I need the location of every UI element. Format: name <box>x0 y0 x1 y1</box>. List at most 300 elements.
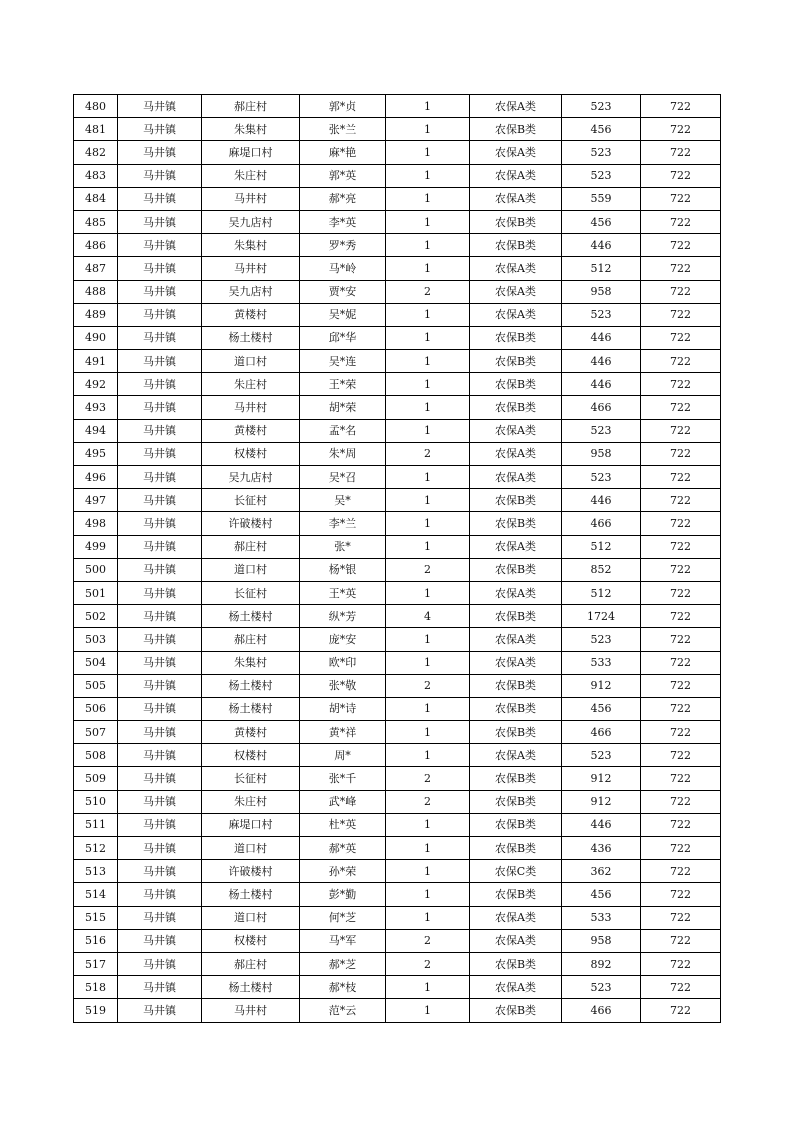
name-cell: 邱*华 <box>300 326 386 349</box>
table-row <box>74 744 721 767</box>
name-cell: 李*兰 <box>300 512 386 535</box>
standard-cell: 722 <box>641 929 721 952</box>
standard-cell: 722 <box>641 164 721 187</box>
category-cell: 农保B类 <box>470 234 562 257</box>
township-cell: 马井镇 <box>118 118 202 141</box>
amount-cell: 523 <box>562 466 641 489</box>
amount-cell: 892 <box>562 952 641 975</box>
standard-cell: 722 <box>641 466 721 489</box>
township-cell: 马井镇 <box>118 141 202 164</box>
row-number-cell: 517 <box>74 952 118 975</box>
village-cell: 杨土楼村 <box>202 674 300 697</box>
township-cell: 马井镇 <box>118 164 202 187</box>
category-cell: 农保A类 <box>470 303 562 326</box>
standard-cell: 722 <box>641 628 721 651</box>
village-cell: 长征村 <box>202 489 300 512</box>
township-cell: 马井镇 <box>118 952 202 975</box>
name-cell: 罗*秀 <box>300 234 386 257</box>
township-cell: 马井镇 <box>118 280 202 303</box>
amount-cell: 912 <box>562 767 641 790</box>
household-size-cell: 1 <box>386 303 470 326</box>
name-cell: 范*云 <box>300 999 386 1022</box>
village-cell: 杨土楼村 <box>202 976 300 999</box>
village-cell: 黄楼村 <box>202 419 300 442</box>
row-number-cell: 515 <box>74 906 118 929</box>
standard-cell: 722 <box>641 257 721 280</box>
amount-cell: 523 <box>562 95 641 118</box>
amount-cell: 512 <box>562 257 641 280</box>
name-cell: 吴*连 <box>300 350 386 373</box>
row-number-cell: 505 <box>74 674 118 697</box>
row-number-cell: 504 <box>74 651 118 674</box>
village-cell: 道口村 <box>202 558 300 581</box>
name-cell: 王*荣 <box>300 373 386 396</box>
township-cell: 马井镇 <box>118 187 202 210</box>
amount-cell: 523 <box>562 976 641 999</box>
category-cell: 农保A类 <box>470 976 562 999</box>
name-cell: 孙*荣 <box>300 860 386 883</box>
amount-cell: 466 <box>562 999 641 1022</box>
table-row <box>74 396 721 419</box>
standard-cell: 722 <box>641 976 721 999</box>
village-cell: 道口村 <box>202 906 300 929</box>
row-number-cell: 507 <box>74 721 118 744</box>
table-row <box>74 210 721 233</box>
row-number-cell: 509 <box>74 767 118 790</box>
table-row <box>74 581 721 604</box>
amount-cell: 512 <box>562 535 641 558</box>
table-row <box>74 280 721 303</box>
household-size-cell: 2 <box>386 442 470 465</box>
category-cell: 农保B类 <box>470 813 562 836</box>
amount-cell: 466 <box>562 396 641 419</box>
standard-cell: 722 <box>641 280 721 303</box>
row-number-cell: 488 <box>74 280 118 303</box>
amount-cell: 912 <box>562 674 641 697</box>
township-cell: 马井镇 <box>118 489 202 512</box>
household-size-cell: 2 <box>386 674 470 697</box>
standard-cell: 722 <box>641 234 721 257</box>
table-row <box>74 442 721 465</box>
row-number-cell: 519 <box>74 999 118 1022</box>
household-size-cell: 2 <box>386 790 470 813</box>
township-cell: 马井镇 <box>118 535 202 558</box>
name-cell: 张*敬 <box>300 674 386 697</box>
township-cell: 马井镇 <box>118 442 202 465</box>
row-number-cell: 498 <box>74 512 118 535</box>
name-cell: 马*岭 <box>300 257 386 280</box>
table-row <box>74 605 721 628</box>
village-cell: 朱集村 <box>202 651 300 674</box>
name-cell: 胡*诗 <box>300 697 386 720</box>
household-size-cell: 1 <box>386 350 470 373</box>
row-number-cell: 510 <box>74 790 118 813</box>
table-row <box>74 906 721 929</box>
row-number-cell: 514 <box>74 883 118 906</box>
category-cell: 农保B类 <box>470 674 562 697</box>
category-cell: 农保B类 <box>470 489 562 512</box>
amount-cell: 456 <box>562 210 641 233</box>
category-cell: 农保A类 <box>470 744 562 767</box>
category-cell: 农保A类 <box>470 164 562 187</box>
household-size-cell: 1 <box>386 210 470 233</box>
row-number-cell: 493 <box>74 396 118 419</box>
village-cell: 黄楼村 <box>202 721 300 744</box>
table-row <box>74 489 721 512</box>
amount-cell: 512 <box>562 581 641 604</box>
name-cell: 胡*荣 <box>300 396 386 419</box>
township-cell: 马井镇 <box>118 581 202 604</box>
township-cell: 马井镇 <box>118 651 202 674</box>
row-number-cell: 500 <box>74 558 118 581</box>
village-cell: 杨土楼村 <box>202 605 300 628</box>
name-cell: 李*英 <box>300 210 386 233</box>
name-cell: 郭*贞 <box>300 95 386 118</box>
table-row <box>74 929 721 952</box>
household-size-cell: 1 <box>386 326 470 349</box>
standard-cell: 722 <box>641 535 721 558</box>
township-cell: 马井镇 <box>118 883 202 906</box>
township-cell: 马井镇 <box>118 697 202 720</box>
village-cell: 杨土楼村 <box>202 697 300 720</box>
row-number-cell: 508 <box>74 744 118 767</box>
category-cell: 农保A类 <box>470 280 562 303</box>
village-cell: 许破楼村 <box>202 860 300 883</box>
household-size-cell: 1 <box>386 164 470 187</box>
category-cell: 农保B类 <box>470 326 562 349</box>
category-cell: 农保A类 <box>470 628 562 651</box>
name-cell: 王*英 <box>300 581 386 604</box>
village-cell: 长征村 <box>202 767 300 790</box>
standard-cell: 722 <box>641 581 721 604</box>
name-cell: 吴*妮 <box>300 303 386 326</box>
standard-cell: 722 <box>641 141 721 164</box>
village-cell: 吴九店村 <box>202 280 300 303</box>
name-cell: 庞*安 <box>300 628 386 651</box>
category-cell: 农保B类 <box>470 999 562 1022</box>
village-cell: 朱庄村 <box>202 164 300 187</box>
household-size-cell: 1 <box>386 512 470 535</box>
name-cell: 麻*艳 <box>300 141 386 164</box>
category-cell: 农保A类 <box>470 419 562 442</box>
table-row <box>74 535 721 558</box>
standard-cell: 722 <box>641 396 721 419</box>
table-row <box>74 257 721 280</box>
township-cell: 马井镇 <box>118 906 202 929</box>
row-number-cell: 513 <box>74 860 118 883</box>
amount-cell: 436 <box>562 837 641 860</box>
row-number-cell: 516 <box>74 929 118 952</box>
table-row <box>74 813 721 836</box>
row-number-cell: 484 <box>74 187 118 210</box>
standard-cell: 722 <box>641 350 721 373</box>
household-size-cell: 1 <box>386 697 470 720</box>
household-size-cell: 1 <box>386 883 470 906</box>
amount-cell: 852 <box>562 558 641 581</box>
row-number-cell: 481 <box>74 118 118 141</box>
standard-cell: 722 <box>641 860 721 883</box>
row-number-cell: 511 <box>74 813 118 836</box>
standard-cell: 722 <box>641 442 721 465</box>
category-cell: 农保B类 <box>470 883 562 906</box>
household-size-cell: 2 <box>386 952 470 975</box>
standard-cell: 722 <box>641 303 721 326</box>
village-cell: 道口村 <box>202 837 300 860</box>
township-cell: 马井镇 <box>118 721 202 744</box>
table-row <box>74 674 721 697</box>
standard-cell: 722 <box>641 605 721 628</box>
table-row <box>74 512 721 535</box>
category-cell: 农保B类 <box>470 396 562 419</box>
name-cell: 贾*安 <box>300 280 386 303</box>
table-row <box>74 999 721 1022</box>
table-row <box>74 350 721 373</box>
category-cell: 农保B类 <box>470 952 562 975</box>
household-size-cell: 1 <box>386 999 470 1022</box>
table-row <box>74 373 721 396</box>
name-cell: 孟*名 <box>300 419 386 442</box>
row-number-cell: 497 <box>74 489 118 512</box>
standard-cell: 722 <box>641 95 721 118</box>
amount-cell: 559 <box>562 187 641 210</box>
category-cell: 农保A类 <box>470 929 562 952</box>
category-cell: 农保C类 <box>470 860 562 883</box>
household-size-cell: 1 <box>386 257 470 280</box>
table-row <box>74 837 721 860</box>
standard-cell: 722 <box>641 697 721 720</box>
village-cell: 马井村 <box>202 257 300 280</box>
standard-cell: 722 <box>641 118 721 141</box>
household-size-cell: 1 <box>386 396 470 419</box>
category-cell: 农保B类 <box>470 605 562 628</box>
category-cell: 农保A类 <box>470 535 562 558</box>
standard-cell: 722 <box>641 952 721 975</box>
table-row <box>74 141 721 164</box>
name-cell: 何*芝 <box>300 906 386 929</box>
township-cell: 马井镇 <box>118 790 202 813</box>
table-row <box>74 976 721 999</box>
row-number-cell: 487 <box>74 257 118 280</box>
household-size-cell: 1 <box>386 651 470 674</box>
name-cell: 黄*祥 <box>300 721 386 744</box>
standard-cell: 722 <box>641 651 721 674</box>
standard-cell: 722 <box>641 558 721 581</box>
standard-cell: 722 <box>641 419 721 442</box>
township-cell: 马井镇 <box>118 210 202 233</box>
name-cell: 张* <box>300 535 386 558</box>
township-cell: 马井镇 <box>118 326 202 349</box>
table-row <box>74 651 721 674</box>
table-row <box>74 95 721 118</box>
table-row <box>74 628 721 651</box>
household-size-cell: 1 <box>386 744 470 767</box>
row-number-cell: 503 <box>74 628 118 651</box>
amount-cell: 533 <box>562 651 641 674</box>
row-number-cell: 518 <box>74 976 118 999</box>
standard-cell: 722 <box>641 489 721 512</box>
township-cell: 马井镇 <box>118 234 202 257</box>
category-cell: 农保B类 <box>470 790 562 813</box>
village-cell: 杨土楼村 <box>202 326 300 349</box>
name-cell: 彭*勤 <box>300 883 386 906</box>
village-cell: 朱集村 <box>202 234 300 257</box>
amount-cell: 523 <box>562 628 641 651</box>
amount-cell: 446 <box>562 813 641 836</box>
household-size-cell: 2 <box>386 280 470 303</box>
amount-cell: 446 <box>562 373 641 396</box>
township-cell: 马井镇 <box>118 999 202 1022</box>
township-cell: 马井镇 <box>118 466 202 489</box>
category-cell: 农保B类 <box>470 558 562 581</box>
amount-cell: 523 <box>562 164 641 187</box>
township-cell: 马井镇 <box>118 976 202 999</box>
standard-cell: 722 <box>641 813 721 836</box>
row-number-cell: 512 <box>74 837 118 860</box>
township-cell: 马井镇 <box>118 813 202 836</box>
village-cell: 许破楼村 <box>202 512 300 535</box>
village-cell: 吴九店村 <box>202 466 300 489</box>
village-cell: 马井村 <box>202 999 300 1022</box>
standard-cell: 722 <box>641 674 721 697</box>
township-cell: 马井镇 <box>118 257 202 280</box>
row-number-cell: 495 <box>74 442 118 465</box>
standard-cell: 722 <box>641 906 721 929</box>
category-cell: 农保B类 <box>470 767 562 790</box>
amount-cell: 523 <box>562 419 641 442</box>
table-row <box>74 419 721 442</box>
standard-cell: 722 <box>641 721 721 744</box>
category-cell: 农保A类 <box>470 651 562 674</box>
standard-cell: 722 <box>641 999 721 1022</box>
standard-cell: 722 <box>641 210 721 233</box>
category-cell: 农保A类 <box>470 581 562 604</box>
amount-cell: 958 <box>562 929 641 952</box>
name-cell: 武*峰 <box>300 790 386 813</box>
township-cell: 马井镇 <box>118 303 202 326</box>
household-size-cell: 1 <box>386 837 470 860</box>
standard-cell: 722 <box>641 790 721 813</box>
township-cell: 马井镇 <box>118 558 202 581</box>
township-cell: 马井镇 <box>118 95 202 118</box>
category-cell: 农保A类 <box>470 442 562 465</box>
name-cell: 张*千 <box>300 767 386 790</box>
amount-cell: 466 <box>562 721 641 744</box>
table-row <box>74 187 721 210</box>
standard-cell: 722 <box>641 373 721 396</box>
row-number-cell: 499 <box>74 535 118 558</box>
village-cell: 朱庄村 <box>202 790 300 813</box>
standard-cell: 722 <box>641 767 721 790</box>
household-size-cell: 1 <box>386 118 470 141</box>
table-row <box>74 558 721 581</box>
category-cell: 农保A类 <box>470 141 562 164</box>
roster-body <box>74 95 721 1023</box>
standard-cell: 722 <box>641 883 721 906</box>
village-cell: 权楼村 <box>202 442 300 465</box>
row-number-cell: 482 <box>74 141 118 164</box>
standard-cell: 722 <box>641 187 721 210</box>
household-size-cell: 1 <box>386 906 470 929</box>
village-cell: 权楼村 <box>202 744 300 767</box>
table-row <box>74 883 721 906</box>
row-number-cell: 485 <box>74 210 118 233</box>
name-cell: 郭*英 <box>300 164 386 187</box>
name-cell: 郝*芝 <box>300 952 386 975</box>
household-size-cell: 1 <box>386 628 470 651</box>
table-row <box>74 952 721 975</box>
name-cell: 纵*芳 <box>300 605 386 628</box>
amount-cell: 456 <box>562 697 641 720</box>
row-number-cell: 506 <box>74 697 118 720</box>
row-number-cell: 494 <box>74 419 118 442</box>
row-number-cell: 490 <box>74 326 118 349</box>
village-cell: 郝庄村 <box>202 95 300 118</box>
standard-cell: 722 <box>641 326 721 349</box>
category-cell: 农保B类 <box>470 721 562 744</box>
amount-cell: 523 <box>562 141 641 164</box>
amount-cell: 446 <box>562 326 641 349</box>
amount-cell: 456 <box>562 118 641 141</box>
township-cell: 马井镇 <box>118 628 202 651</box>
table-row <box>74 303 721 326</box>
village-cell: 杨土楼村 <box>202 883 300 906</box>
village-cell: 朱庄村 <box>202 373 300 396</box>
standard-cell: 722 <box>641 512 721 535</box>
township-cell: 马井镇 <box>118 837 202 860</box>
township-cell: 马井镇 <box>118 512 202 535</box>
subsidy-roster-table <box>73 94 721 1023</box>
household-size-cell: 1 <box>386 721 470 744</box>
amount-cell: 523 <box>562 744 641 767</box>
row-number-cell: 491 <box>74 350 118 373</box>
category-cell: 农保B类 <box>470 837 562 860</box>
township-cell: 马井镇 <box>118 605 202 628</box>
category-cell: 农保B类 <box>470 512 562 535</box>
household-size-cell: 1 <box>386 976 470 999</box>
amount-cell: 446 <box>562 234 641 257</box>
row-number-cell: 489 <box>74 303 118 326</box>
table-row <box>74 697 721 720</box>
name-cell: 马*军 <box>300 929 386 952</box>
household-size-cell: 1 <box>386 187 470 210</box>
household-size-cell: 1 <box>386 466 470 489</box>
amount-cell: 446 <box>562 350 641 373</box>
township-cell: 马井镇 <box>118 373 202 396</box>
name-cell: 郝*枝 <box>300 976 386 999</box>
table-row <box>74 790 721 813</box>
household-size-cell: 1 <box>386 860 470 883</box>
village-cell: 长征村 <box>202 581 300 604</box>
category-cell: 农保B类 <box>470 210 562 233</box>
amount-cell: 1724 <box>562 605 641 628</box>
township-cell: 马井镇 <box>118 744 202 767</box>
name-cell: 杨*银 <box>300 558 386 581</box>
village-cell: 马井村 <box>202 187 300 210</box>
table-row <box>74 466 721 489</box>
row-number-cell: 501 <box>74 581 118 604</box>
household-size-cell: 1 <box>386 95 470 118</box>
name-cell: 郝*英 <box>300 837 386 860</box>
amount-cell: 446 <box>562 489 641 512</box>
household-size-cell: 1 <box>386 489 470 512</box>
village-cell: 黄楼村 <box>202 303 300 326</box>
village-cell: 麻堤口村 <box>202 813 300 836</box>
household-size-cell: 1 <box>386 419 470 442</box>
category-cell: 农保B类 <box>470 118 562 141</box>
household-size-cell: 2 <box>386 558 470 581</box>
village-cell: 权楼村 <box>202 929 300 952</box>
village-cell: 马井村 <box>202 396 300 419</box>
